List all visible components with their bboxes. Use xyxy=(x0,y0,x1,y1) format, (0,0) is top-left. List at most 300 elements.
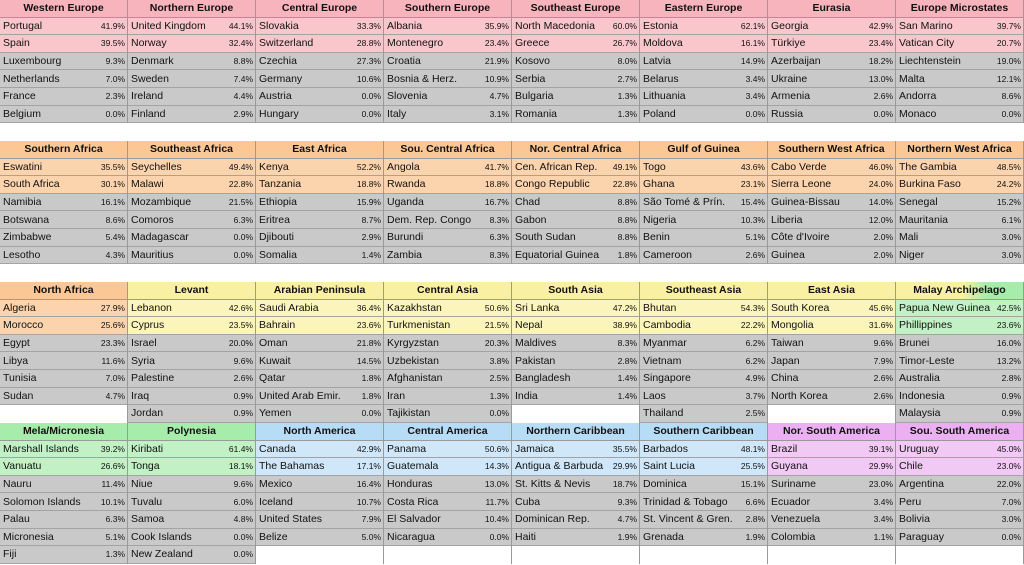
country-row[interactable] xyxy=(0,370,127,388)
country-row[interactable] xyxy=(768,300,895,318)
country-percent: 39.2% xyxy=(100,443,125,454)
country-row[interactable] xyxy=(256,388,383,406)
country-row[interactable] xyxy=(0,53,127,71)
country-row[interactable] xyxy=(0,194,127,212)
country-name: South Korea xyxy=(771,301,830,314)
country-row[interactable] xyxy=(512,317,639,335)
country-row[interactable] xyxy=(768,529,895,547)
country-row[interactable] xyxy=(512,88,639,106)
country-row[interactable] xyxy=(640,88,767,106)
country-row[interactable] xyxy=(0,529,127,547)
country-percent: 22.8% xyxy=(228,179,253,190)
country-row[interactable] xyxy=(896,493,1023,511)
country-row[interactable] xyxy=(896,476,1023,494)
country-row[interactable] xyxy=(640,70,767,88)
country-row[interactable] xyxy=(128,352,255,370)
country-row[interactable] xyxy=(384,405,511,423)
country-row[interactable] xyxy=(512,493,639,511)
country-row[interactable] xyxy=(640,370,767,388)
country-row[interactable] xyxy=(0,35,127,53)
country-name: Argentina xyxy=(899,478,944,491)
country-row[interactable] xyxy=(384,476,511,494)
country-row[interactable] xyxy=(0,352,127,370)
country-row[interactable] xyxy=(384,18,511,36)
country-name: Tunisia xyxy=(3,372,37,385)
country-row[interactable] xyxy=(640,159,767,177)
country-name: Peru xyxy=(899,495,922,508)
country-row[interactable] xyxy=(896,441,1023,459)
region-header: Eastern Europe xyxy=(640,0,767,18)
country-row[interactable] xyxy=(768,176,895,194)
country-row[interactable] xyxy=(384,300,511,318)
country-row[interactable] xyxy=(0,317,127,335)
country-row[interactable] xyxy=(640,106,767,124)
country-row[interactable] xyxy=(0,458,127,476)
country-name: Cabo Verde xyxy=(771,160,827,173)
country-row[interactable] xyxy=(256,53,383,71)
country-name: Mauritania xyxy=(899,213,949,226)
country-row[interactable] xyxy=(768,35,895,53)
country-percent: 10.1% xyxy=(100,496,125,507)
country-name: Türkiye xyxy=(771,37,806,50)
country-row[interactable] xyxy=(768,247,895,265)
country-row[interactable] xyxy=(896,70,1023,88)
country-row[interactable] xyxy=(512,18,639,36)
country-row[interactable] xyxy=(0,88,127,106)
country-name: Poland xyxy=(643,107,676,120)
country-name: Uruguay xyxy=(899,442,939,455)
region-header: Levant xyxy=(128,282,255,300)
country-percent: 25.5% xyxy=(740,461,765,472)
country-row[interactable] xyxy=(896,317,1023,335)
country-row[interactable] xyxy=(0,476,127,494)
country-row[interactable] xyxy=(640,53,767,71)
country-percent: 14.0% xyxy=(868,197,893,208)
country-row[interactable] xyxy=(768,388,895,406)
country-percent: 1.3% xyxy=(617,108,637,119)
country-row[interactable] xyxy=(128,335,255,353)
country-name: Uganda xyxy=(387,196,424,209)
country-row[interactable] xyxy=(640,511,767,529)
country-row[interactable] xyxy=(640,194,767,212)
country-row[interactable] xyxy=(128,458,255,476)
country-row[interactable] xyxy=(128,176,255,194)
country-percent: 7.4% xyxy=(233,73,253,84)
country-row[interactable] xyxy=(640,229,767,247)
country-row[interactable] xyxy=(768,335,895,353)
region-header: Northern Caribbean xyxy=(512,423,639,441)
country-row[interactable] xyxy=(896,88,1023,106)
country-row[interactable] xyxy=(512,529,639,547)
country-row[interactable] xyxy=(384,493,511,511)
country-percent: 25.6% xyxy=(100,320,125,331)
country-name: Gabon xyxy=(515,213,547,226)
region-column-southeast-europe xyxy=(512,0,640,123)
country-row[interactable] xyxy=(256,441,383,459)
country-row[interactable] xyxy=(128,529,255,547)
country-row[interactable] xyxy=(512,194,639,212)
country-name: Maldives xyxy=(515,337,557,350)
country-row[interactable] xyxy=(256,211,383,229)
region-header: Central Europe xyxy=(256,0,383,18)
country-name: Ethiopia xyxy=(259,196,297,209)
country-row[interactable] xyxy=(384,88,511,106)
country-row[interactable] xyxy=(896,458,1023,476)
country-row[interactable] xyxy=(640,476,767,494)
country-row[interactable] xyxy=(128,511,255,529)
country-row[interactable] xyxy=(128,441,255,459)
country-name: Zambia xyxy=(387,248,423,261)
country-row[interactable] xyxy=(512,35,639,53)
region-column-central-america xyxy=(384,423,512,564)
country-row[interactable] xyxy=(896,511,1023,529)
country-row[interactable] xyxy=(256,352,383,370)
country-row[interactable] xyxy=(896,352,1023,370)
country-row[interactable] xyxy=(512,388,639,406)
country-name: United Arab Emir. xyxy=(259,389,341,402)
country-row[interactable] xyxy=(128,106,255,124)
country-row[interactable] xyxy=(640,211,767,229)
country-row[interactable] xyxy=(0,493,127,511)
country-percent: 2.6% xyxy=(873,390,893,401)
country-row[interactable] xyxy=(896,18,1023,36)
country-row[interactable] xyxy=(384,194,511,212)
country-name: Tanzania xyxy=(259,178,302,191)
country-row[interactable] xyxy=(0,18,127,36)
country-row[interactable] xyxy=(256,70,383,88)
country-row[interactable] xyxy=(256,159,383,177)
region-column-arabian-peninsula xyxy=(256,282,384,423)
country-row[interactable] xyxy=(384,335,511,353)
country-name: Timor-Leste xyxy=(899,354,955,367)
country-row[interactable] xyxy=(384,211,511,229)
country-row[interactable] xyxy=(0,441,127,459)
country-row[interactable] xyxy=(256,88,383,106)
country-percent: 8.6% xyxy=(105,214,125,225)
country-row[interactable] xyxy=(128,211,255,229)
country-name: Romania xyxy=(515,107,558,120)
country-percent: 7.9% xyxy=(873,355,893,366)
country-row[interactable] xyxy=(640,35,767,53)
region-header: North Africa xyxy=(0,282,127,300)
country-row[interactable] xyxy=(768,18,895,36)
country-percent: 43.6% xyxy=(740,161,765,172)
country-name: Bulgaria xyxy=(515,90,554,103)
country-row[interactable] xyxy=(512,106,639,124)
country-row[interactable] xyxy=(640,317,767,335)
country-row[interactable] xyxy=(128,229,255,247)
country-percent: 22.8% xyxy=(612,179,637,190)
country-row[interactable] xyxy=(640,18,767,36)
country-row[interactable] xyxy=(128,546,255,564)
country-row[interactable] xyxy=(640,335,767,353)
country-row[interactable] xyxy=(384,106,511,124)
country-row[interactable] xyxy=(640,441,767,459)
country-row[interactable] xyxy=(512,211,639,229)
country-percent: 0.0% xyxy=(233,249,253,260)
country-row[interactable] xyxy=(768,458,895,476)
country-row[interactable] xyxy=(512,247,639,265)
country-row[interactable] xyxy=(256,317,383,335)
country-row[interactable] xyxy=(512,53,639,71)
country-row[interactable] xyxy=(512,370,639,388)
country-row[interactable] xyxy=(768,511,895,529)
country-name: Albania xyxy=(387,19,423,32)
country-row[interactable] xyxy=(128,370,255,388)
country-row[interactable] xyxy=(256,405,383,423)
country-row[interactable] xyxy=(768,70,895,88)
country-name: Guinea-Bissau xyxy=(771,196,840,209)
country-row[interactable] xyxy=(768,88,895,106)
country-percent: 2.6% xyxy=(233,373,253,384)
country-row[interactable] xyxy=(0,70,127,88)
region-column-levant xyxy=(128,282,256,423)
country-row[interactable] xyxy=(384,511,511,529)
country-row[interactable] xyxy=(384,35,511,53)
country-row[interactable] xyxy=(512,441,639,459)
region-column-nor-south-america xyxy=(768,423,896,564)
country-name: Guatemala xyxy=(387,460,439,473)
country-row[interactable] xyxy=(128,247,255,265)
country-percent: 0.0% xyxy=(1001,108,1021,119)
country-row[interactable] xyxy=(0,546,127,564)
country-row[interactable] xyxy=(128,194,255,212)
country-name: Croatia xyxy=(387,55,421,68)
country-row[interactable] xyxy=(0,159,127,177)
country-row[interactable] xyxy=(256,511,383,529)
country-percent: 2.0% xyxy=(873,232,893,243)
region-column-southern-africa xyxy=(0,141,128,264)
country-row[interactable] xyxy=(512,70,639,88)
country-name: Sierra Leone xyxy=(771,178,832,191)
country-row[interactable] xyxy=(384,247,511,265)
country-row[interactable] xyxy=(128,18,255,36)
country-row[interactable] xyxy=(256,493,383,511)
country-name: Kosovo xyxy=(515,55,551,68)
country-row[interactable] xyxy=(768,370,895,388)
country-percent: 48.5% xyxy=(996,161,1021,172)
country-row[interactable] xyxy=(128,317,255,335)
country-percent: 3.1% xyxy=(489,108,509,119)
country-name: Palau xyxy=(3,513,30,526)
country-row[interactable] xyxy=(384,176,511,194)
country-row[interactable] xyxy=(896,529,1023,547)
country-row[interactable] xyxy=(256,458,383,476)
country-row[interactable] xyxy=(896,229,1023,247)
country-row[interactable] xyxy=(128,300,255,318)
country-row[interactable] xyxy=(640,300,767,318)
country-percent: 1.8% xyxy=(361,390,381,401)
country-percent: 3.4% xyxy=(745,73,765,84)
country-percent: 23.0% xyxy=(996,461,1021,472)
country-name: Malta xyxy=(899,72,925,85)
country-percent: 0.0% xyxy=(105,108,125,119)
country-row[interactable] xyxy=(128,53,255,71)
country-row[interactable] xyxy=(0,388,127,406)
country-row[interactable] xyxy=(384,458,511,476)
region-column-europe-microstates xyxy=(896,0,1024,123)
country-row[interactable] xyxy=(128,476,255,494)
country-row[interactable] xyxy=(512,335,639,353)
country-row[interactable] xyxy=(0,176,127,194)
country-row[interactable] xyxy=(512,159,639,177)
country-row[interactable] xyxy=(512,229,639,247)
country-row[interactable] xyxy=(128,35,255,53)
country-name: Niger xyxy=(899,248,925,261)
country-percent: 0.0% xyxy=(1001,531,1021,542)
country-row[interactable] xyxy=(256,176,383,194)
country-row[interactable] xyxy=(768,229,895,247)
country-row[interactable] xyxy=(640,352,767,370)
country-row[interactable] xyxy=(896,335,1023,353)
country-name: Armenia xyxy=(771,90,811,103)
country-row[interactable] xyxy=(256,18,383,36)
country-name: Pakistan xyxy=(515,354,556,367)
country-row[interactable] xyxy=(896,247,1023,265)
country-percent: 2.6% xyxy=(745,249,765,260)
country-row[interactable] xyxy=(768,352,895,370)
country-row[interactable] xyxy=(896,388,1023,406)
country-row[interactable] xyxy=(896,211,1023,229)
country-row[interactable] xyxy=(384,529,511,547)
country-percent: 0.9% xyxy=(233,408,253,419)
country-row[interactable] xyxy=(640,176,767,194)
country-row[interactable] xyxy=(0,511,127,529)
country-row[interactable] xyxy=(896,300,1023,318)
country-row[interactable] xyxy=(0,300,127,318)
country-name: St. Vincent & Gren. xyxy=(643,513,733,526)
country-percent: 23.5% xyxy=(228,320,253,331)
country-row[interactable] xyxy=(896,176,1023,194)
country-row[interactable] xyxy=(128,88,255,106)
country-percent: 5.4% xyxy=(105,232,125,243)
country-row[interactable] xyxy=(0,229,127,247)
region-header: East Asia xyxy=(768,282,895,300)
country-row[interactable] xyxy=(0,211,127,229)
country-row[interactable] xyxy=(640,405,767,423)
country-name: Indonesia xyxy=(899,389,945,402)
country-row[interactable] xyxy=(128,405,255,423)
region-header: Sou. South America xyxy=(896,423,1023,441)
country-name: Lithuania xyxy=(643,90,686,103)
country-row[interactable] xyxy=(384,441,511,459)
country-percent: 45.0% xyxy=(996,443,1021,454)
country-row[interactable] xyxy=(384,370,511,388)
country-row[interactable] xyxy=(768,476,895,494)
region-column-central-europe xyxy=(256,0,384,123)
country-row[interactable] xyxy=(384,53,511,71)
country-row[interactable] xyxy=(256,194,383,212)
country-percent: 45.6% xyxy=(868,302,893,313)
country-row[interactable] xyxy=(768,211,895,229)
country-name: Malawi xyxy=(131,178,164,191)
country-row[interactable] xyxy=(256,300,383,318)
country-percent: 10.6% xyxy=(356,73,381,84)
region-column-north-africa xyxy=(0,282,128,423)
country-row[interactable] xyxy=(256,106,383,124)
country-row[interactable] xyxy=(128,388,255,406)
country-name: Azerbaijan xyxy=(771,55,821,68)
region-header: Gulf of Guinea xyxy=(640,141,767,159)
country-percent: 18.8% xyxy=(356,179,381,190)
country-row[interactable] xyxy=(768,106,895,124)
country-row[interactable] xyxy=(512,352,639,370)
country-row[interactable] xyxy=(768,441,895,459)
country-name: Mexico xyxy=(259,478,293,491)
country-name: Antigua & Barbuda xyxy=(515,460,604,473)
country-row[interactable] xyxy=(512,458,639,476)
country-row[interactable] xyxy=(256,35,383,53)
country-row[interactable] xyxy=(128,70,255,88)
country-row[interactable] xyxy=(384,70,511,88)
country-row[interactable] xyxy=(0,106,127,124)
country-row[interactable] xyxy=(640,493,767,511)
country-percent: 2.5% xyxy=(489,373,509,384)
country-row[interactable] xyxy=(512,476,639,494)
country-row[interactable] xyxy=(0,247,127,265)
country-row[interactable] xyxy=(512,176,639,194)
country-name: St. Kitts & Nevis xyxy=(515,478,591,491)
country-row[interactable] xyxy=(640,458,767,476)
country-percent: 24.0% xyxy=(868,179,893,190)
country-row[interactable] xyxy=(512,300,639,318)
country-row[interactable] xyxy=(896,405,1023,423)
country-row[interactable] xyxy=(768,493,895,511)
country-percent: 21.5% xyxy=(228,197,253,208)
country-name: Saudi Arabia xyxy=(259,301,319,314)
country-percent: 23.1% xyxy=(740,179,765,190)
country-row[interactable] xyxy=(640,388,767,406)
country-row[interactable] xyxy=(384,159,511,177)
country-percent: 49.4% xyxy=(228,161,253,172)
country-row[interactable] xyxy=(896,106,1023,124)
country-name: Malaysia xyxy=(899,407,941,420)
country-row[interactable] xyxy=(896,194,1023,212)
country-row[interactable] xyxy=(768,159,895,177)
country-row[interactable] xyxy=(384,388,511,406)
country-row[interactable] xyxy=(256,229,383,247)
country-name: Brazil xyxy=(771,442,798,455)
country-row[interactable] xyxy=(256,529,383,547)
country-row[interactable] xyxy=(384,229,511,247)
country-row[interactable] xyxy=(384,352,511,370)
country-row[interactable] xyxy=(768,317,895,335)
country-row[interactable] xyxy=(256,476,383,494)
country-name: Kiribati xyxy=(131,442,164,455)
country-row[interactable] xyxy=(768,53,895,71)
country-row[interactable] xyxy=(256,247,383,265)
country-row[interactable] xyxy=(896,35,1023,53)
country-row[interactable] xyxy=(640,247,767,265)
country-row[interactable] xyxy=(384,317,511,335)
country-row[interactable] xyxy=(256,370,383,388)
country-row[interactable] xyxy=(896,159,1023,177)
country-row[interactable] xyxy=(896,370,1023,388)
country-row[interactable] xyxy=(128,493,255,511)
country-row[interactable] xyxy=(512,511,639,529)
region-column-sou-central-africa xyxy=(384,141,512,264)
country-name: Somalia xyxy=(259,248,297,261)
country-row[interactable] xyxy=(768,194,895,212)
country-name: Vietnam xyxy=(643,354,682,367)
country-percent: 20.3% xyxy=(484,338,509,349)
country-row[interactable] xyxy=(640,529,767,547)
country-percent: 10.7% xyxy=(356,496,381,507)
country-row[interactable] xyxy=(896,53,1023,71)
country-row[interactable] xyxy=(0,335,127,353)
country-row[interactable] xyxy=(256,335,383,353)
country-row[interactable] xyxy=(128,159,255,177)
